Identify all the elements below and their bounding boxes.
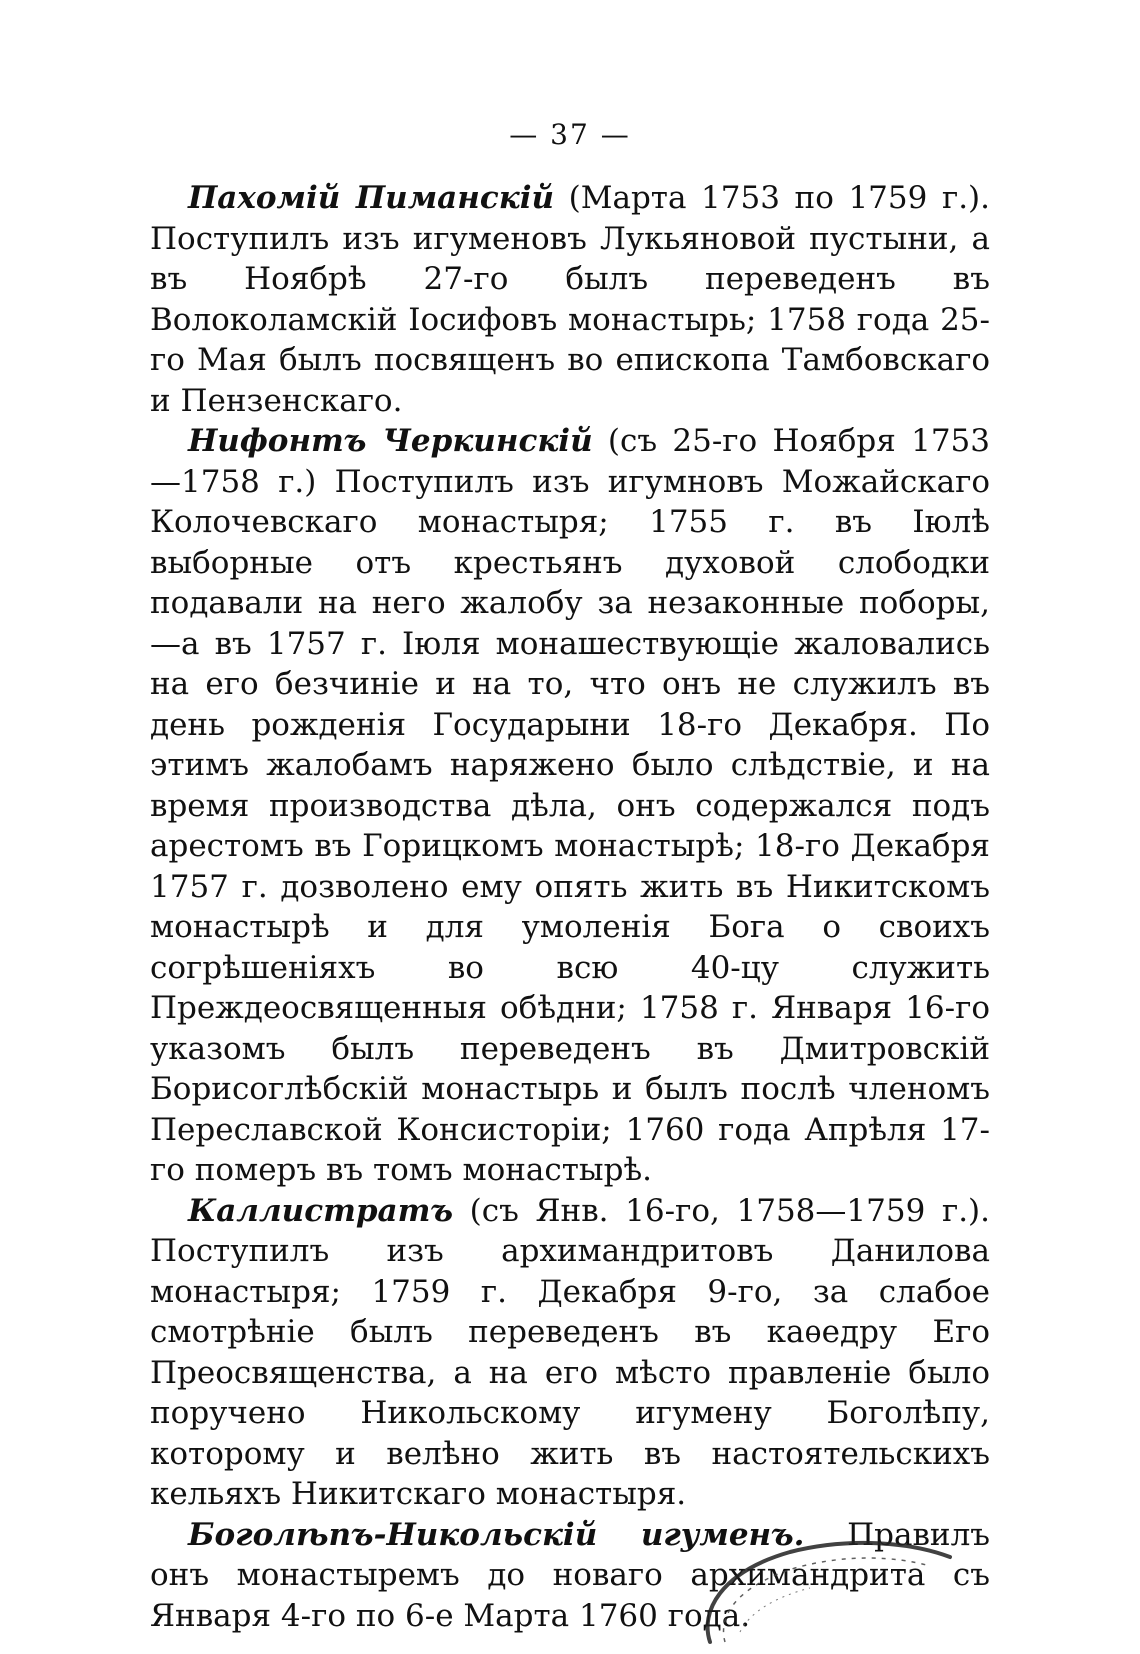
entry-nifont [150, 421, 990, 1191]
entry-text: (Марта 1753 по 1759 г.). Поступилъ изъ игуменовъ Лукьяновой пустыни, а въ Ноябрѣ 27-го былъ переведенъ въ Волоколамскій Іосифовъ монастырь; 1758 года 25-го Мая былъ посвященъ во епископа Тамбовскаго и Пензенскаго. [150, 180, 990, 419]
entry-pakhomiy [150, 178, 990, 421]
page-number: — 37 — [509, 118, 631, 151]
entry-name: Боголѣпъ-Никольскій игуменъ. [188, 1516, 805, 1553]
entry-name: Нифонтъ Черкинскій [188, 423, 593, 459]
entry-name: Пахомій Пиманскій [188, 180, 555, 216]
entry-name: Каллистратъ [188, 1192, 453, 1229]
entry-text: (съ 25-го Ноября 1753—1758 г.) Поступилъ изъ игумновъ Можайскаго Колочевскаго монастыря; 1755 г. въ Іюлѣ выборные отъ крестьянъ духовой слободки подавали на него жалобу за незаконные поборы,—а въ 1757 г. Іюля монашествующіе жаловались на его безчиніе и на то, что онъ не служилъ въ день рожденія Государыни 18-го Декабря. По этимъ жалобамъ наряжено было слѣдствіе, и на время производства дѣла, онъ содержался подъ арестомъ въ Горицкомъ монастырѣ; 18-го Декабря 1757 г. дозволено ему опять жить въ Никитскомъ монастырѣ и для умоленія Бога о своихъ согрѣшеніяхъ во всю 40-цу служить Преждеосвященныя обѣдни; 1758 г. Января 16-го указомъ былъ переведенъ въ Дмитровскій Борисоглѣбскій монастырь и былъ послѣ членомъ Переславской Консисторіи; 1760 года Апрѣля 17-го померъ въ томъ монастырѣ. [150, 423, 990, 1188]
entry-text: Правилъ онъ монастыремъ до новаго архимандрита съ Января 4-го по 6-е Марта 1760 года. [150, 1516, 990, 1634]
library-stamp [680, 1502, 980, 1652]
entry-text: (съ Янв. 16-го, 1758—1759 г.). Поступилъ изъ архимандритовъ Данилова монастыря; 1759 г. Декабря 9-го, за слабое смотрѣніе былъ переведенъ въ каѳедру Его Преосвященства, а на его мѣсто правленіе было поручено Никольскому игумену Боголѣпу, которому и велѣно жить въ настоятельскихъ кельяхъ Никитскаго монастыря. [150, 1192, 990, 1512]
entry-kallistrat [150, 1191, 990, 1515]
text-column [150, 178, 990, 1636]
